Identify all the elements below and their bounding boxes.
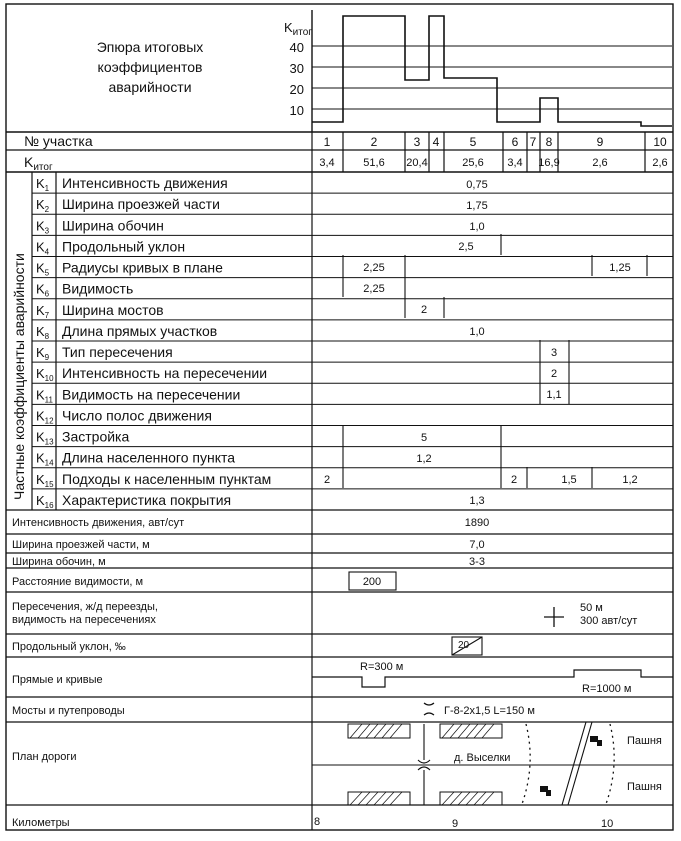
coef-name: Подходы к населенным пунктам: [62, 470, 272, 487]
coef-symbol: $K_2$: [36, 197, 50, 215]
coef-name: Ширина проезжей части: [62, 196, 220, 213]
section-2: 2: [370, 135, 378, 149]
coef-symbol: $K_6$: [36, 281, 50, 299]
curve-radius-2: R=1000 м: [582, 683, 632, 695]
km-marks: [314, 816, 613, 830]
crossing-distance: 50 м: [580, 602, 603, 614]
k2-value: 1,75: [466, 200, 488, 212]
traffic-label: Интенсивность движения, авт/сут: [12, 517, 185, 529]
km-8: 8: [314, 816, 321, 828]
k8-value: 1,0: [469, 326, 485, 338]
visibility-label: Расстояние видимости, м: [12, 576, 144, 588]
k9-value: 3: [550, 347, 558, 359]
coef-name: Ширина обочин: [62, 217, 164, 234]
epure-block: [97, 10, 672, 132]
section-6: 6: [511, 135, 519, 149]
epure-title-line-1: Эпюра итоговых: [96, 39, 204, 55]
km-label: Километры: [12, 817, 70, 829]
slope-label: Продольный уклон, ‰: [12, 641, 126, 653]
k-itog-values: [319, 157, 667, 169]
coef-symbol: $K_{12}$: [36, 408, 54, 426]
k-itog-3: 20,4: [406, 157, 428, 169]
k10-value: 2: [550, 368, 558, 380]
coef-symbol: $K_9$: [36, 345, 50, 362]
epure-tick-30: 30: [289, 61, 304, 76]
coef-name: Длина населенного пункта: [62, 449, 236, 466]
coef-name: Число полос движения: [62, 407, 212, 424]
coef-name: Застройка: [62, 428, 130, 445]
k3-value: 1,0: [469, 221, 485, 233]
traffic-value: 1890: [464, 517, 490, 529]
coef-name: Длина прямых участков: [62, 322, 218, 339]
k-itog-6: 3,4: [507, 157, 523, 169]
crossing-traffic: 300 авт/сут: [580, 615, 638, 627]
epure-k-label: $K_{итог}$: [284, 20, 312, 38]
k11-value: 1,1: [546, 389, 562, 401]
coef-name: Видимость: [62, 280, 134, 297]
k-itog-label: $K_{итог}$: [24, 154, 53, 173]
curves-label: Прямые и кривые: [12, 674, 103, 686]
coef-symbol: $K_5$: [36, 260, 50, 278]
coefficient-value-dividers: [343, 234, 647, 488]
k13-value: 5: [420, 432, 428, 444]
coef-name: Тип пересечения: [62, 344, 173, 360]
coef-symbol: $K_3$: [36, 218, 50, 236]
k15a-value: 2: [323, 474, 331, 486]
crossings-label-1: Пересечения, ж/д переезды,: [12, 601, 158, 613]
coef-name: Радиусы кривых в плане: [62, 259, 223, 276]
coef-symbol: $K_{13}$: [36, 429, 54, 447]
coef-symbol: $K_8$: [36, 323, 50, 341]
section-8: 8: [545, 135, 553, 149]
visibility-value: 200: [362, 576, 382, 588]
epure-tick-20: 20: [289, 82, 304, 97]
epure-title-line-2: коэффициентов: [97, 59, 203, 75]
epure-tick-40: 40: [289, 40, 304, 55]
k15c-value: 1,5: [561, 474, 577, 486]
k-itog-8: 16,9: [538, 157, 560, 169]
epure-profile: [312, 16, 672, 126]
vertical-label: Частные коэффициенты аварийности: [11, 253, 27, 500]
width-value: 7,0: [469, 539, 485, 551]
lower-row-values: [465, 517, 489, 568]
section-5: 5: [469, 135, 477, 149]
coef-symbol: $K_1$: [36, 176, 50, 193]
shoulders-value: 3-3: [469, 556, 485, 568]
section-7: 7: [529, 135, 537, 149]
k5b-value: 1,25: [609, 262, 631, 274]
k7-value: 2: [420, 304, 428, 316]
section-1: 1: [323, 135, 331, 149]
k15d-value: 1,2: [622, 474, 638, 486]
lower-row-labels: [12, 517, 184, 829]
bridges-label: Мосты и путепроводы: [12, 705, 125, 717]
coefficient-values: [324, 179, 638, 507]
lower-row-lines: [6, 510, 673, 805]
coef-name: Видимость на пересечении: [62, 386, 241, 403]
section-number-label: № участка: [24, 133, 93, 149]
crossings-label-2: видимость на пересечениях: [12, 614, 156, 626]
width-label: Ширина проезжей части, м: [12, 539, 150, 551]
k16-value: 1,3: [469, 495, 485, 507]
coefficient-rows: [32, 175, 673, 510]
coef-name: Продольный уклон: [62, 238, 186, 255]
section-10: 10: [653, 135, 667, 149]
plan-label: План дороги: [12, 751, 77, 763]
k5a-value: 2,25: [363, 262, 385, 274]
epure-title-line-3: аварийности: [108, 79, 192, 95]
coef-name: Ширина мостов: [62, 301, 164, 318]
k1-value: 0,75: [466, 179, 488, 191]
coef-name: Интенсивность на пересечении: [62, 365, 268, 382]
k-itog-10: 2,6: [652, 157, 668, 169]
section-numbers: [324, 135, 667, 149]
k-itog-9: 2,6: [592, 157, 608, 169]
field-label-2: Пашня: [627, 781, 662, 793]
crossing-icon: [544, 607, 564, 627]
house-icons: [540, 736, 602, 796]
bridge-value: Г-8-2х1,5 L=150 м: [444, 705, 535, 717]
bridge-icon: [424, 703, 434, 715]
section-dividers: [312, 132, 645, 830]
section-9: 9: [596, 135, 604, 149]
k-itog-1: 3,4: [319, 157, 335, 169]
field-label-1: Пашня: [627, 735, 662, 747]
k15b-value: 2: [510, 474, 518, 486]
k4-value: 2,5: [458, 241, 474, 253]
km-9: 9: [452, 818, 459, 830]
section-3: 3: [413, 135, 421, 149]
slope-value: 20: [458, 640, 470, 651]
k14-value: 1,2: [416, 453, 432, 465]
k6-value: 2,25: [363, 283, 385, 295]
village-name: д. Выселки: [454, 752, 511, 764]
km-10: 10: [601, 818, 614, 830]
coef-symbol: $K_{14}$: [36, 450, 54, 468]
section-4: 4: [432, 135, 440, 149]
k-itog-5: 25,6: [462, 157, 484, 169]
shoulders-label: Ширина обочин, м: [12, 556, 106, 568]
coef-symbol: $K_7$: [36, 302, 50, 320]
road-plan: [312, 722, 673, 805]
coef-symbol: $K_4$: [36, 239, 50, 257]
k-itog-2: 51,6: [363, 157, 385, 169]
coef-symbol: $K_{10}$: [36, 366, 54, 384]
epure-tick-10: 10: [289, 103, 304, 118]
curve-radius-1: R=300 м: [360, 661, 404, 673]
coef-symbol: $K_{16}$: [36, 492, 54, 510]
coef-symbol: $K_{15}$: [36, 471, 54, 489]
coef-name: Интенсивность движения: [62, 175, 228, 191]
coef-symbol: $K_{11}$: [36, 387, 53, 405]
coef-name: Характеристика покрытия: [62, 491, 232, 508]
